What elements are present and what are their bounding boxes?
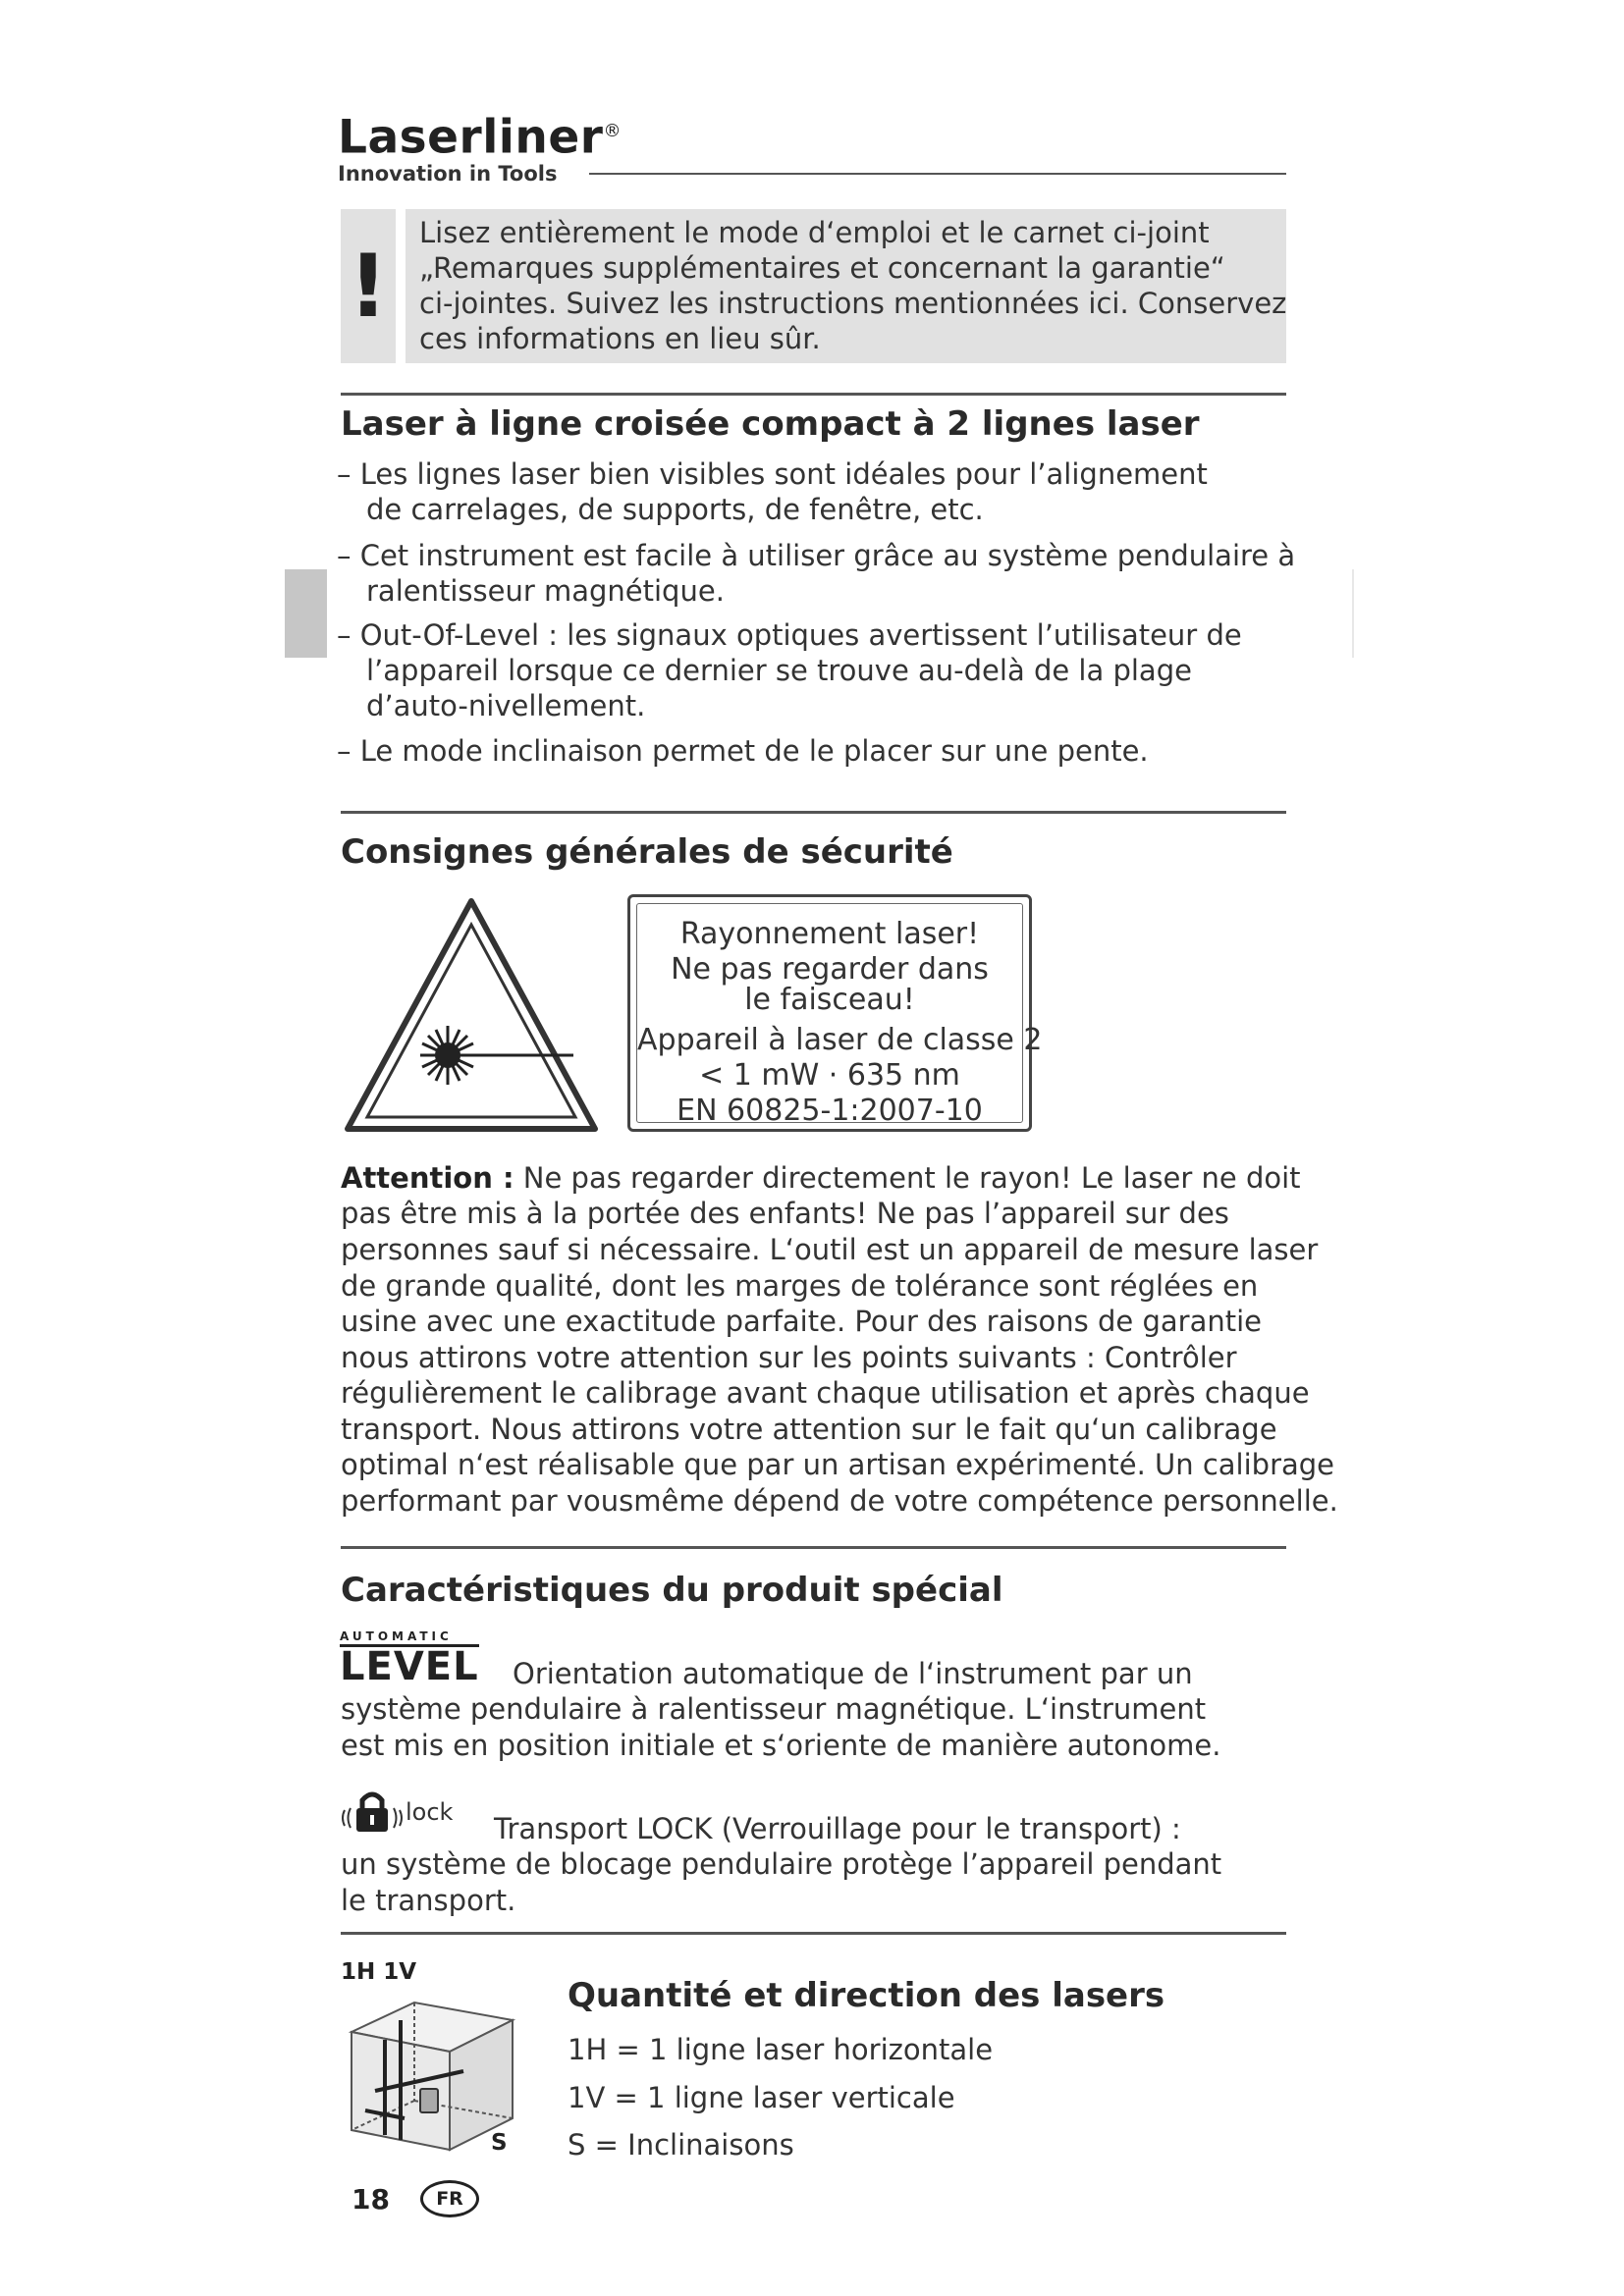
- registered-mark: ®: [603, 121, 622, 141]
- notice-line: ces informations en lieu sûr.: [419, 322, 821, 355]
- bullet-line: – Les lignes laser bien visibles sont idéales pour l’alignement: [337, 457, 1208, 491]
- feature-line: système pendulaire à ralentisseur magnétique. L‘instrument: [341, 1692, 1207, 1726]
- laser-warning-triangle-icon: [342, 895, 601, 1135]
- automatic-level-logo-main: LEVEL: [340, 1644, 479, 1689]
- feature-line: Orientation automatique de l‘instrument par un: [513, 1657, 1193, 1690]
- warning-line: EN 60825-1:2007-10: [677, 1094, 983, 1128]
- feature-line: Transport LOCK (Verrouillage pour le transport) :: [494, 1812, 1181, 1845]
- feature-line: un système de blocage pendulaire protège l’appareil pendant: [341, 1847, 1222, 1881]
- warning-line: Appareil à laser de classe 2: [637, 1023, 1043, 1057]
- laser-legend-line: 1H = 1 ligne laser horizontale: [568, 2033, 994, 2066]
- side-tab-marker: [285, 569, 327, 658]
- warning-line: Ne pas regarder dans: [671, 952, 989, 987]
- attention-line: pas être mis à la portée des enfants! Ne pas l’appareil sur des: [341, 1197, 1229, 1230]
- section-title-laser-direction: Quantité et direction des lasers: [568, 1976, 1165, 2015]
- attention-line: usine avec une exactitude parfaite. Pour des raisons de garantie: [341, 1305, 1262, 1338]
- warning-line: Rayonnement laser!: [679, 917, 980, 951]
- attention-line: nous attirons votre attention sur les points suivants : Contrôler: [341, 1341, 1237, 1374]
- bullet-line: – Le mode inclinaison permet de le placer sur une pente.: [337, 734, 1149, 768]
- attention-line: transport. Nous attirons votre attention sur le fait qu‘un calibrage: [341, 1413, 1277, 1446]
- bullet-line: – Out-Of-Level : les signaux optiques avertissent l’utilisateur de: [337, 618, 1242, 652]
- section-title-features: Caractéristiques du produit spécial: [341, 1571, 1003, 1610]
- notice-line: ci-jointes. Suivez les instructions mentionnées ici. Conservez: [419, 287, 1287, 320]
- attention-line: régulièrement le calibrage avant chaque utilisation et après chaque: [341, 1376, 1310, 1410]
- diagram-label: 1H 1V: [341, 1959, 417, 1985]
- exclamation-icon: !: [341, 209, 396, 363]
- bullet-line: d’auto-nivellement.: [366, 689, 646, 722]
- feature-line: le transport.: [341, 1884, 516, 1917]
- section-divider: [341, 1546, 1286, 1549]
- bullet-line: ralentisseur magnétique.: [366, 574, 725, 608]
- attention-label: Attention :: [341, 1161, 514, 1195]
- laser-legend-line: 1V = 1 ligne laser verticale: [568, 2081, 955, 2114]
- section-divider: [341, 393, 1286, 396]
- brand-logo: [338, 106, 622, 186]
- brand-tagline: Innovation in Tools: [338, 161, 558, 186]
- attention-line: performant par vousmême dépend de votre compétence personnelle.: [341, 1484, 1338, 1518]
- notice-box: [406, 209, 1286, 363]
- bullet-line: de carrelages, de supports, de fenêtre, etc.: [366, 493, 984, 526]
- attention-line: de grande qualité, dont les marges de tolérance sont réglées en: [341, 1269, 1259, 1303]
- diagram-corner-label: S: [491, 2130, 508, 2156]
- warning-line: < 1 mW · 635 nm: [699, 1058, 960, 1093]
- brand-name: Laserliner: [338, 110, 604, 165]
- warning-line: le faisceau!: [744, 983, 915, 1017]
- section-title-safety: Consignes générales de sécurité: [341, 832, 953, 872]
- page-number: 18: [352, 2183, 390, 2216]
- language-badge: FR: [420, 2180, 479, 2217]
- notice-line: Lisez entièrement le mode d‘emploi et le carnet ci-joint: [419, 216, 1210, 249]
- automatic-level-logo-top: AUTOMATIC: [340, 1629, 479, 1647]
- feature-line: est mis en position initiale et s‘oriente de manière autonome.: [341, 1729, 1221, 1762]
- attention-line: Attention : Ne pas regarder directement le rayon! Le laser ne doit: [341, 1161, 1301, 1195]
- lock-label: lock: [406, 1798, 454, 1826]
- header-rule: [589, 173, 1286, 175]
- section-divider: [341, 1932, 1286, 1935]
- transport-lock-icon: [339, 1789, 476, 1834]
- automatic-level-logo: [340, 1629, 479, 1689]
- attention-line: optimal n‘est réalisable que par un artisan expérimenté. Un calibrage: [341, 1448, 1335, 1481]
- laser-legend-line: S = Inclinaisons: [568, 2128, 794, 2162]
- bullet-line: l’appareil lorsque ce dernier se trouve au-delà de la plage: [366, 654, 1192, 687]
- margin-mark: [1352, 569, 1354, 658]
- bullet-line: – Cet instrument est facile à utiliser grâce au système pendulaire à: [337, 539, 1296, 572]
- attention-line: personnes sauf si nécessaire. L‘outil est un appareil de mesure laser: [341, 1233, 1319, 1266]
- section-divider: [341, 811, 1286, 814]
- laser-class-label: [627, 894, 1043, 1132]
- notice-line: „Remarques supplémentaires et concernant la garantie“: [419, 251, 1225, 285]
- section-title-compact-laser: Laser à ligne croisée compact à 2 lignes laser: [341, 404, 1200, 444]
